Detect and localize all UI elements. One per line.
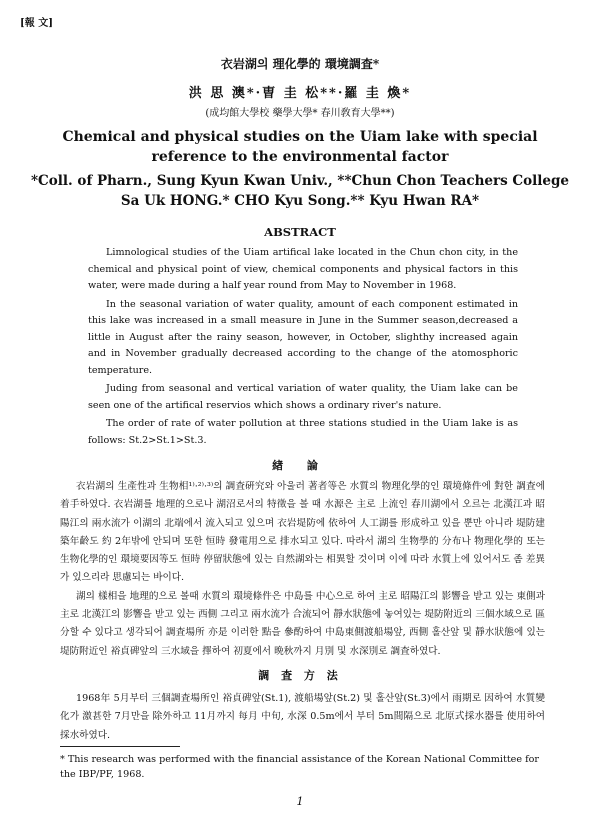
methods-body (60, 690, 545, 745)
abstract-paragraph: Juding from seasonal and vertical variation of water quality, the Uiam lake can be seen one of the artifical reservios which shows a ordinary river's nature. (88, 383, 518, 411)
korean-title: 衣岩湖의 理化學的 環境調査* (220, 57, 380, 71)
methods-heading: 調 査 方 法 (258, 669, 342, 682)
introduction-paragraph: 衣岩湖의 生產性과 生物相¹⁾·²⁾·³⁾의 調査硏究와 아울러 著者等은 水質의 物理化學的인 環境條件에 對한 調査에 着手하였다. 衣岩湖를 地理的으로나 湖沼로서의 特徵을 볼 때 水源은 主로 上流인 春川湖에서 오르는 北漢江과 昭陽江의 兩水流가 이湖의 北端에서 流入되고 있으며 衣岩堤防에 依하여 人工湖를 形成하고 있을 뿐만 아니라 堤防建築年齡도 約 2年밖에 안되며 또한 恒時 發電用으로 排水되고 있다. 따라서 湖의 生物學的 分布나 物理化學的 또는 生物化學的인 環境要因等도 恒時 停留狀態에 있는 自然湖와는 相異할 것이며 이에 따라 水質上에 있어서도 좀 差異가 있으리라 思慮되는 바이다. (60, 481, 545, 584)
korean-authors: 洪 思 澳*·曺 圭 松**·羅 圭 煥* (188, 86, 412, 101)
footnote: * This research was performed with the financial assistance of the Korean National Committee for the IBP/PF, 1968. (60, 754, 539, 780)
abstract-body (88, 245, 518, 451)
introduction-paragraph: 湖의 樣相을 地理的으로 볼때 水質의 環境條件은 中島를 中心으로 하여 主로 昭陽江의 影響을 받고 있는 東側과 主로 北漢江의 影響을 받고 있는 西側 그리고 兩水流가 合流되어 靜水狀態에 놓여있는 堤防附近의 三個水域으로 區分할 수 있다고 생각되어 調査場所 亦是 이러한 點을 參酌하여 中島東側渡船場앞, 西側 홀산앞 및 靜水狀態에 있는 堤防附近인 裕貞碑앞의 三水域을 擇하여 初夏에서 晩秋까지 月別 및 水深別로 調査하였다. (60, 590, 545, 657)
english-author-line: Sa Uk HONG.* CHO Kyu Song.** Kyu Hwan RA* (120, 193, 480, 209)
abstract-paragraph: The order of rate of water pollution at three stations studied in the Uiam lake is as follows: St.2>St.1>St.3. (88, 418, 518, 446)
footnote-rule (60, 746, 180, 747)
introduction-heading: 緖 論 (272, 459, 328, 472)
english-title-line-2: reference to the environmental factor (151, 149, 449, 165)
methods-paragraph: 1968年 5月부터 三個調査場所인 裕貞碑앞(St.1), 渡船場앞(St.2) 및 홀산앞(St.3)에서 雨期로 因하여 水質變化가 激甚한 7月만을 除外하고 11月까지 每月 中旬, 水深 0.5m에서 부터 5m間隔으로 北原式採水器를 使用하여 採水하였다. (60, 693, 545, 741)
english-title (40, 127, 560, 167)
article-type-tag: [報 文] (20, 18, 53, 29)
abstract-paragraph: In the seasonal variation of water quality, amount of each component estimated in this lake was increased in a small measure in June in the Summer season,decreased a little in August after the rainy season, however, in October, slighthy increased again and in November gradually decreased according to the change of the atomosphoric temperature. (88, 298, 518, 376)
abstract-paragraph: Limnological studies of the Uiam artifical lake located in the Chun chon city, in the chemical and physical point of view, chemical components and physical factors in this water, were made during a half year round from May to November in 1968. (88, 247, 518, 291)
english-affiliations (30, 171, 570, 211)
korean-affiliations: (成均館大學校 藥學大學* 春川敎育大學**) (205, 108, 395, 119)
english-affiliation-line-1: *Coll. of Pharn., Sung Kyun Kwan Univ., **Chun Chon Teachers College (30, 173, 570, 189)
page-number: 1 (296, 795, 304, 808)
abstract-heading: ABSTRACT (264, 225, 336, 239)
english-title-line-1: Chemical and physical studies on the Uiam lake with special (62, 129, 538, 145)
introduction-body (60, 478, 545, 661)
